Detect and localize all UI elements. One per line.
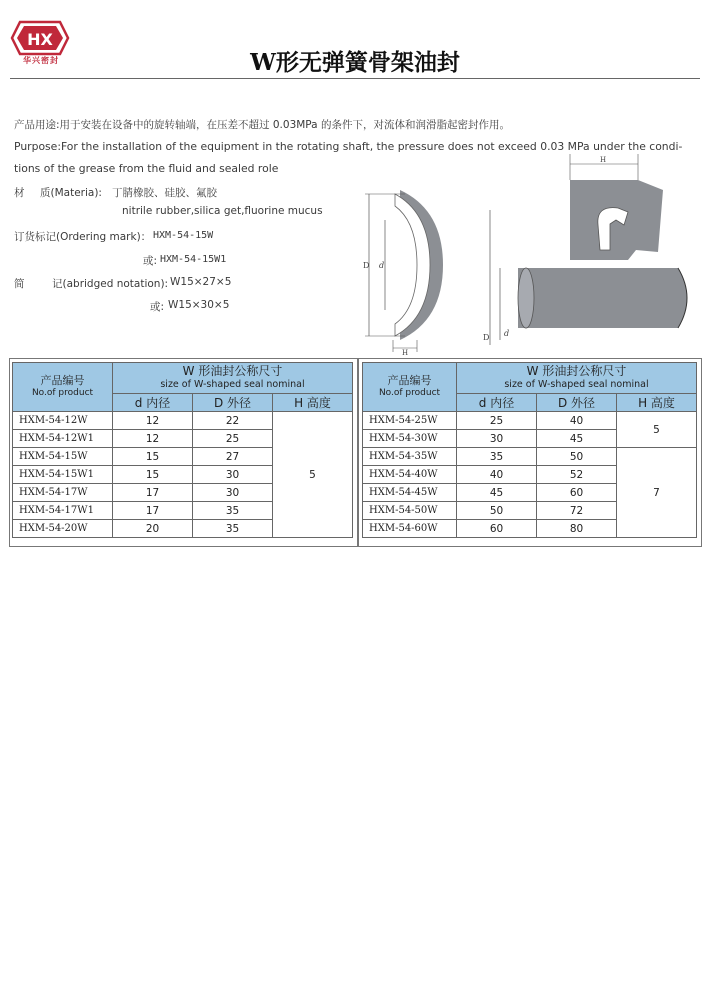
table-row bbox=[363, 448, 697, 466]
dim-label-d-right: d bbox=[504, 329, 510, 338]
header-divider bbox=[10, 78, 700, 79]
purpose-en-line1: Purpose:For the installation of the equipment in the rotating shaft, the pressure does not exceed 0.03 MPa under the condi- bbox=[14, 140, 683, 153]
abbrev-value-2: W15×30×5 bbox=[168, 299, 230, 311]
right-size-table bbox=[362, 362, 697, 538]
model-cell: HXM-54-25W bbox=[363, 412, 457, 430]
d-cell: 45 bbox=[457, 484, 537, 502]
D-cell: 60 bbox=[537, 484, 617, 502]
d-cell: 30 bbox=[457, 430, 537, 448]
material-en: nitrile rubber,silica get,fluorine mucus bbox=[122, 205, 323, 217]
model-cell: HXM-54-45W bbox=[363, 484, 457, 502]
size-header-cn: W 形油封公称尺寸 bbox=[526, 364, 627, 378]
d-cell: 25 bbox=[457, 412, 537, 430]
ordering-or-label: 或: bbox=[143, 255, 158, 267]
D-cell: 22 bbox=[193, 412, 273, 430]
col-header-product bbox=[363, 363, 457, 412]
product-header-cn: 产品编号 bbox=[387, 374, 432, 387]
d-cell: 20 bbox=[113, 520, 193, 538]
d-cell: 17 bbox=[113, 502, 193, 520]
d-cell: 60 bbox=[457, 520, 537, 538]
d-cell: 12 bbox=[113, 412, 193, 430]
material-cn: 丁腈橡胶、硅胶、氟胶 bbox=[112, 187, 217, 199]
logo-text: HX bbox=[27, 30, 53, 49]
D-cell: 30 bbox=[193, 466, 273, 484]
dim-label-H-right: H bbox=[600, 156, 607, 164]
model-cell: HXM-54-20W bbox=[13, 520, 113, 538]
product-header-en: No.of product bbox=[31, 388, 94, 398]
col-header-d: d 内径 bbox=[457, 394, 537, 412]
d-cell: 15 bbox=[113, 466, 193, 484]
D-cell: 35 bbox=[193, 502, 273, 520]
shaft-installation-diagram bbox=[478, 150, 703, 350]
D-cell: 80 bbox=[537, 520, 617, 538]
D-cell: 25 bbox=[193, 430, 273, 448]
table-row bbox=[13, 412, 353, 430]
col-header-D: D 外径 bbox=[193, 394, 273, 412]
D-cell: 40 bbox=[537, 412, 617, 430]
size-header-cn: W 形油封公称尺寸 bbox=[182, 364, 283, 378]
ordering-value-1: HXM-54-15W bbox=[153, 230, 214, 241]
purpose-cn: 产品用途:用于安装在设备中的旋转轴端，在压差不超过 0.03MPa 的条件下，对流体和润滑脂起密封作用。 bbox=[14, 119, 510, 131]
col-header-size bbox=[113, 363, 353, 394]
model-cell: HXM-54-17W1 bbox=[13, 502, 113, 520]
size-header-en: size of W-shaped seal nominal bbox=[504, 379, 649, 390]
ordering-label: 订货标记(Ordering mark)： bbox=[14, 231, 152, 243]
model-cell: HXM-54-50W bbox=[363, 502, 457, 520]
d-cell: 17 bbox=[113, 484, 193, 502]
abbrev-label: 简 bbox=[14, 278, 25, 290]
D-cell: 52 bbox=[537, 466, 617, 484]
H-cell: 5 bbox=[617, 412, 697, 448]
dim-label-D-right: D bbox=[483, 333, 490, 342]
abbrev-or-label: 或: bbox=[150, 301, 165, 313]
D-cell: 50 bbox=[537, 448, 617, 466]
col-header-size bbox=[457, 363, 697, 394]
model-cell: HXM-54-12W1 bbox=[13, 430, 113, 448]
H-cell: 5 bbox=[273, 412, 353, 538]
size-header-en: size of W-shaped seal nominal bbox=[160, 379, 305, 390]
purpose-en-line2: tions of the grease from the fluid and sealed role bbox=[14, 162, 279, 175]
left-size-table bbox=[12, 362, 353, 538]
model-cell: HXM-54-17W bbox=[13, 484, 113, 502]
H-cell: 7 bbox=[617, 448, 697, 538]
dim-label-H-left: H bbox=[402, 349, 409, 355]
d-cell: 15 bbox=[113, 448, 193, 466]
col-header-D: D 外径 bbox=[537, 394, 617, 412]
col-header-d: d 内径 bbox=[113, 394, 193, 412]
D-cell: 45 bbox=[537, 430, 617, 448]
model-cell: HXM-54-15W1 bbox=[13, 466, 113, 484]
model-cell: HXM-54-40W bbox=[363, 466, 457, 484]
model-cell: HXM-54-35W bbox=[363, 448, 457, 466]
logo-subtitle: 华兴密封 bbox=[23, 56, 59, 65]
d-cell: 35 bbox=[457, 448, 537, 466]
D-cell: 35 bbox=[193, 520, 273, 538]
model-cell: HXM-54-30W bbox=[363, 430, 457, 448]
dim-label-d: d bbox=[379, 261, 385, 270]
D-cell: 72 bbox=[537, 502, 617, 520]
abbrev-label-en: 记(abridged notation): bbox=[52, 278, 169, 290]
col-header-H: H 高度 bbox=[617, 394, 697, 412]
material-label-en: 质(Materia): bbox=[40, 187, 102, 199]
table-row bbox=[363, 412, 697, 430]
page-title: W形无弹簧骨架油封 bbox=[250, 49, 460, 76]
model-cell: HXM-54-60W bbox=[363, 520, 457, 538]
col-header-product bbox=[13, 363, 113, 412]
D-cell: 30 bbox=[193, 484, 273, 502]
seal-section-diagram bbox=[355, 180, 455, 355]
d-cell: 12 bbox=[113, 430, 193, 448]
d-cell: 50 bbox=[457, 502, 537, 520]
ordering-value-2: HXM-54-15W1 bbox=[160, 254, 227, 265]
D-cell: 27 bbox=[193, 448, 273, 466]
d-cell: 40 bbox=[457, 466, 537, 484]
col-header-H: H 高度 bbox=[273, 394, 353, 412]
abbrev-value-1: W15×27×5 bbox=[170, 276, 232, 288]
model-cell: HXM-54-12W bbox=[13, 412, 113, 430]
product-header-en: No.of product bbox=[378, 388, 441, 398]
dim-label-D: D bbox=[363, 261, 370, 270]
material-label: 材 bbox=[14, 187, 25, 199]
model-cell: HXM-54-15W bbox=[13, 448, 113, 466]
product-header-cn: 产品编号 bbox=[40, 374, 85, 387]
